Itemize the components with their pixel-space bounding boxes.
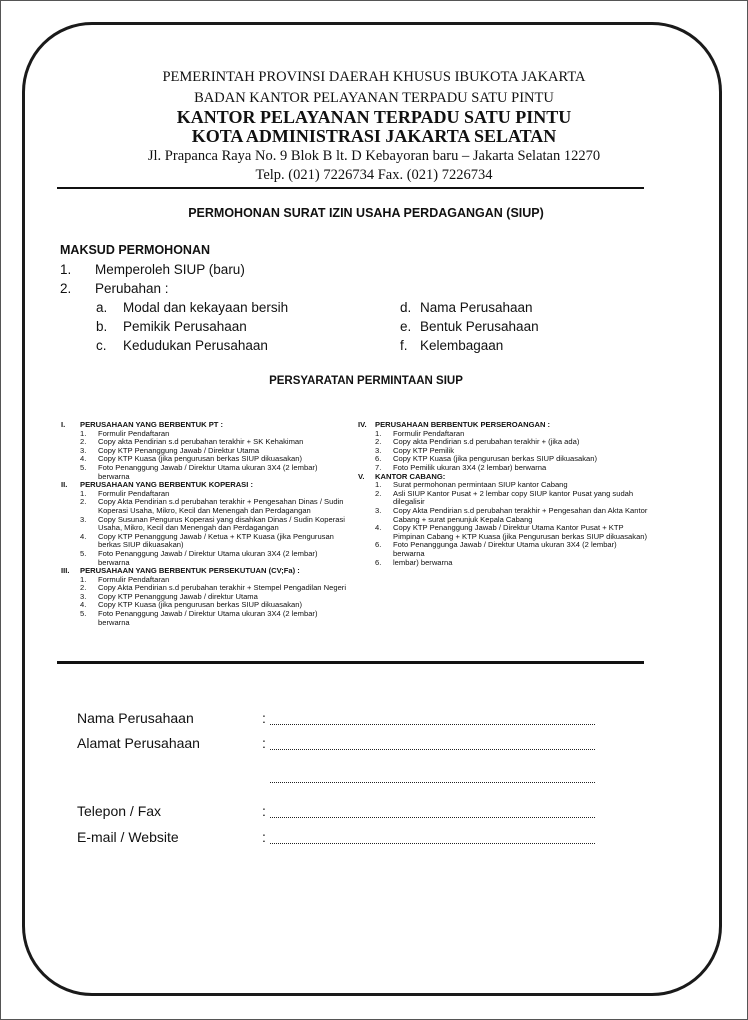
requirement-item: 2. Copy akta Pendirian s.d perubahan terakhir + (jika ada): [375, 437, 580, 447]
phone-fax-label: Telepon / Fax: [77, 803, 162, 819]
section-title: II. PERUSAHAAN YANG BERBENTUK KOPERASI :: [61, 480, 253, 490]
phone-fax-input-line[interactable]: [270, 807, 595, 818]
change-item: Kelembagaan: [420, 338, 504, 353]
header-government: PEMERINTAH PROVINSI DAERAH KHUSUS IBUKOTA JAKARTA: [162, 69, 586, 85]
requirement-item: 6. Copy KTP Kuasa (jika pengurusan berkas SIUP dikuasakan): [375, 454, 598, 464]
change-item: Modal dan kekayaan bersih: [123, 300, 289, 315]
header-agency: BADAN KANTOR PELAYANAN TERPADU SATU PINTU: [194, 90, 554, 106]
header-divider: [57, 187, 644, 189]
change-item: Kedudukan Perusahaan: [123, 338, 268, 353]
requirement-item: 4. Copy KTP Penanggung Jawab / Direktur Utama Kantor Pusat + KTP Pimpinan Cabang + KTP Kuasa (jika Pengurusan berkas SIUP dikuasakan): [375, 523, 648, 541]
requirement-item: 1. Surat permohonan permintaan SIUP kantor Cabang: [375, 480, 568, 490]
requirement-item: 5. Foto Penanggung Jawab / Direktur Utama ukuran 3X4 (2 lembar) berwarna: [80, 462, 318, 481]
header-office: KANTOR PELAYANAN TERPADU SATU PINTU: [176, 107, 572, 127]
company-address-input-line-2[interactable]: [270, 772, 595, 783]
change-item: Nama Perusahaan: [420, 300, 533, 315]
change-letter: c.: [96, 338, 107, 353]
change-letter: a.: [96, 300, 108, 315]
change-item: Bentuk Perusahaan: [420, 319, 539, 334]
requirements-heading: PERSYARATAN PERMINTAAN SIUP: [269, 375, 463, 387]
requirement-item: 2. Copy Akta Pendirian s.d perubahan terakhir + Pengesahan Dinas / Sudin Koperasi Usaha, Mikro, Kecil dan Menengah dan Perdagangan: [80, 497, 344, 515]
field-colon: :: [262, 803, 266, 819]
requirement-item: 3. Copy KTP Penanggung Jawab / Direktur Utama: [80, 445, 260, 455]
section-title: V. KANTOR CABANG:: [358, 471, 446, 481]
section-title: III. PERUSAHAAN YANG BERBENTUK PERSEKUTUAN (CV;Fa) :: [61, 566, 300, 576]
company-address-label: Alamat Perusahaan: [77, 735, 200, 751]
section-title: IV. PERUSAHAAN BERBENTUK PERSEROANGAN :: [358, 420, 551, 429]
requirement-item: 4. Copy KTP Penanggung Jawab / Ketua + KTP Kuasa (jika Pengurusan berkas SIUP dikuasakan): [80, 531, 334, 550]
maksud-heading: MAKSUD PERMOHONAN: [60, 243, 210, 257]
change-item: Pemikik Perusahaan: [123, 319, 247, 334]
header-phone: Telp. (021) 7226734 Fax. (021) 7226734: [255, 167, 493, 183]
requirement-item: 5. Foto Penanggung Jawab / Direktur Utama ukuran 3X4 (2 lembar) berwarna: [80, 548, 318, 567]
field-colon: :: [262, 710, 266, 726]
requirement-item: 6. lembar) berwarna: [375, 557, 453, 567]
field-colon: :: [262, 829, 266, 845]
requirement-item: 2. Copy Akta Pendirian s.d perubahan terakhir + Stempel Pengadilan Negeri: [80, 583, 347, 593]
requirement-item: 1. Formulir Pendaftaran: [375, 428, 465, 438]
field-colon: :: [262, 735, 266, 751]
requirement-item: 7. Foto Pemilik ukuran 3X4 (2 lembar) berwarna: [375, 462, 547, 472]
change-letter: d.: [400, 300, 412, 315]
requirement-item: 4. Copy KTP Kuasa (jika pengurusan berkas SIUP dikuasakan): [80, 600, 303, 610]
email-website-input-line[interactable]: [270, 833, 595, 844]
requirement-item: 1. Formulir Pendaftaran: [80, 428, 170, 438]
header-city: KOTA ADMINISTRASI JAKARTA SELATAN: [191, 126, 557, 146]
requirement-item: 3. Copy KTP Pemilik: [375, 445, 455, 455]
maksud-item-2: Perubahan :: [95, 281, 169, 296]
requirement-item: 1. Formulir Pendaftaran: [80, 574, 170, 584]
company-address-input-line[interactable]: [270, 739, 595, 750]
document-title: PERMOHONAN SURAT IZIN USAHA PERDAGANGAN (SIUP): [188, 206, 544, 220]
company-name-label: Nama Perusahaan: [77, 710, 194, 726]
change-letter: b.: [96, 319, 108, 334]
email-website-label: E-mail / Website: [77, 829, 179, 845]
requirement-item: 3. Copy Susunan Pengurus Koperasi yang disahkan Dinas / Sudin Koperasi Usaha, Mikro, Kecil dan Menengah dan Perdagangan: [80, 514, 345, 533]
requirement-item: 6. Foto Penanggunga Jawab / Direktur Utama ukuran 3X4 (2 lembar) berwarna: [375, 540, 617, 558]
requirement-item: 1. Formulir Pendaftaran: [80, 488, 170, 498]
requirement-item: 4. Copy KTP Kuasa (jika pengurusan berkas SIUP dikuasakan): [80, 454, 303, 464]
requirement-item: 5. Foto Penanggung Jawab / Direktur Utama ukuran 3X4 (2 lembar) berwarna: [80, 609, 318, 627]
change-letter: e.: [400, 319, 412, 334]
maksud-num-1: 1.: [60, 262, 72, 277]
change-letter: f.: [400, 338, 408, 353]
requirements-right-column: [358, 421, 648, 567]
maksud-item-1: Memperoleh SIUP (baru): [95, 262, 245, 277]
requirements-left-column: [61, 421, 348, 627]
header-address: Jl. Prapanca Raya No. 9 Blok B lt. D Kebayoran baru – Jakarta Selatan 12270: [147, 148, 601, 164]
section-divider: [57, 661, 644, 664]
requirement-item: 3. Copy Akta Pendirian s.d perubahan terakhir + Pengesahan dan Akta Kantor Cabang + surat penunjuk Kepala Cabang: [375, 505, 648, 524]
requirement-item: 2. Copy akta Pendirian s.d perubahan terakhir + SK Kehakiman: [80, 437, 304, 447]
company-name-input-line[interactable]: [270, 714, 595, 725]
section-title: I. PERUSAHAAN YANG BERBENTUK PT :: [61, 420, 224, 429]
maksud-num-2: 2.: [60, 281, 72, 296]
requirement-item: 3. Copy KTP Penanggung Jawab / direktur Utama: [80, 591, 258, 601]
requirement-item: 2. Asli SIUP Kantor Pusat + 2 lembar copy SIUP kantor Pusat yang sudah dilegalisir: [375, 488, 634, 507]
